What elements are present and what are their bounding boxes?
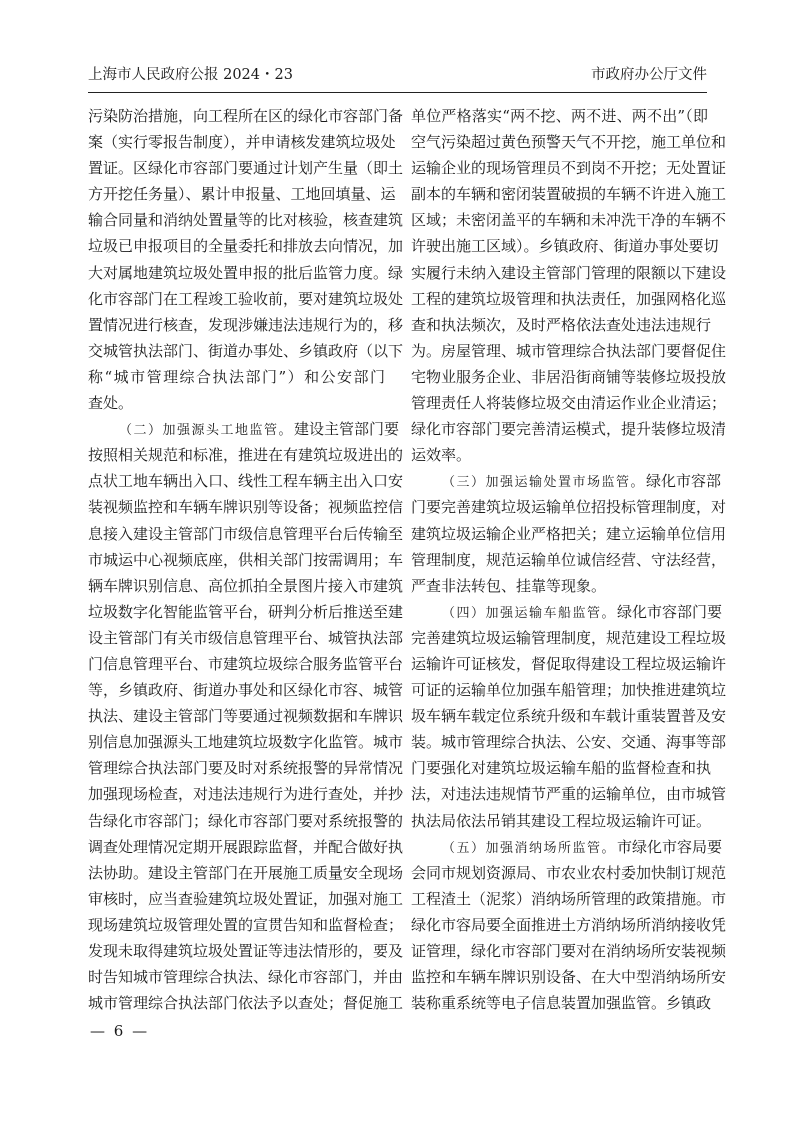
body-text: 市绿化市容局要: [617, 837, 723, 856]
text-line: [88, 468, 404, 494]
text-line: [88, 964, 404, 990]
section-heading: （五）加强消纳场所监管。: [442, 840, 617, 856]
text-line: [411, 938, 727, 964]
right-text-column: [411, 103, 727, 1016]
text-line: [411, 860, 727, 886]
body-text: 建筑垃圾运输企业严格把关；建立运输单位信用: [411, 524, 727, 543]
header-rule: [88, 92, 707, 93]
body-text: 法协助。建设主管部门在开展施工质量安全现场: [88, 863, 404, 882]
body-text: 宅物业服务企业、非居沿街商铺等装修垃圾投放: [411, 367, 727, 386]
text-line: [411, 312, 712, 338]
body-text: 化市容部门在工程竣工验收前，要对建筑垃圾处: [88, 289, 404, 308]
text-line: [411, 547, 727, 573]
text-line: [411, 808, 712, 834]
body-text: 置证。区绿化市容部门要通过计划产生量（即土: [88, 159, 404, 178]
text-line: [411, 338, 727, 364]
section-heading-line: [411, 599, 723, 625]
text-line: [411, 677, 727, 703]
body-text: 运输许可证核发，督促取得建设工程垃圾运输许: [411, 654, 727, 673]
body-text: 垃圾数字化智能监管平台，研判分析后推送至建: [88, 602, 404, 621]
body-text: 副本的车辆和密闭装置破损的车辆不许进入施工: [411, 185, 727, 204]
text-line: [88, 390, 385, 416]
body-text: 按照相关规范和标准，推进在有建筑垃圾进出的: [88, 446, 404, 465]
text-line: [88, 494, 404, 520]
text-line: [411, 521, 727, 547]
body-text: 单位严格落实“两不挖、两不进、两不出”（即: [411, 107, 708, 125]
text-line: [88, 834, 404, 860]
body-text: 法，对违法违规情节严重的运输单位，由市城管: [411, 785, 727, 804]
body-text: 运输企业的现场管理员不到岗不开挖；无处置证: [411, 159, 727, 178]
body-text: 工程的建筑垃圾管理和执法责任，加强网格化巡: [411, 289, 727, 308]
text-line: [88, 625, 404, 651]
section-heading-line: [411, 834, 723, 860]
body-text: 圾车辆车载定位系统升级和车载计重装置普及安: [411, 707, 727, 726]
body-text: 建设主管部门要: [294, 420, 400, 439]
text-line: [88, 233, 404, 259]
text-line: [88, 338, 404, 364]
text-line: [411, 416, 727, 442]
text-line: [88, 729, 404, 755]
text-line: [411, 286, 727, 312]
publication-header: 上海市人民政府公报 2024・23: [88, 67, 293, 83]
body-text: 城市管理综合执法部门依法予以查处；督促施工: [88, 994, 404, 1013]
text-line: [411, 155, 727, 181]
text-line: [88, 521, 404, 547]
text-line: [88, 155, 404, 181]
body-text: 输合同量和消纳处置量等的比对核验，核查建筑: [88, 211, 404, 230]
body-text: 管理综合执法部门要及时对系统报警的异常情况: [88, 759, 404, 778]
body-text: 发现未取得建筑垃圾处置证等违法情形的，要及: [88, 942, 404, 960]
body-text: 息接入建设主管部门市级信息管理平台后传输至: [88, 524, 404, 543]
text-line: [411, 442, 708, 468]
body-text: 绿化市容局要全面推进土方消纳场所消纳接收凭: [411, 915, 727, 934]
text-line: [88, 912, 404, 938]
text-line: [411, 129, 727, 155]
body-text: 门要强化对建筑垃圾运输车船的监督检查和执: [411, 759, 712, 778]
body-text: 绿化市容部门要: [617, 602, 723, 621]
body-text: 管理制度，规范运输单位诚信经营、守法经营，: [411, 550, 727, 569]
text-line: [88, 547, 404, 573]
body-text: 工程渣土（泥浆）消纳场所管理的政策措施。市: [411, 889, 727, 908]
text-line: [411, 912, 727, 938]
text-line: [411, 625, 727, 651]
body-text: 为。房屋管理、城市管理综合执法部门要督促住: [411, 341, 727, 360]
text-line: [88, 703, 404, 729]
text-line: [88, 364, 385, 390]
text-line: [411, 964, 727, 990]
body-text: 案（实行零报告制度），并申请核发建筑垃圾处: [88, 133, 396, 152]
body-text: 执法、建设主管部门等要通过视频数据和车牌识: [88, 707, 404, 726]
body-text: 绿化市容部门要完善清运模式，提升装修垃圾清: [411, 420, 727, 439]
body-text: 绿化市容部: [646, 472, 722, 491]
text-line: [88, 442, 404, 468]
text-line: [88, 599, 404, 625]
body-text: 加强现场检查，对违法违规行为进行查处，并抄: [88, 785, 404, 804]
body-text: 垃圾已申报项目的全量委托和排放去向情况，加: [88, 237, 404, 256]
body-text: 别信息加强源头工地建筑垃圾数字化监管。城市: [88, 733, 404, 752]
body-text: 区域；未密闭盖平的车辆和未冲洗干净的车辆不: [411, 211, 727, 230]
text-line: [411, 207, 727, 233]
body-text: 监控和车辆车牌识别设备、在大中型消纳场所安: [411, 968, 727, 987]
section-heading-line: [411, 468, 722, 494]
body-text: 审核时，应当查验建筑垃圾处置证，加强对施工: [88, 889, 404, 908]
text-line: [88, 103, 404, 129]
body-text: 查处。: [88, 394, 134, 413]
body-text: 现场建筑垃圾管理处置的宣贯告知和监督检查；: [88, 915, 404, 934]
text-line: [88, 990, 404, 1016]
text-line: [411, 781, 727, 807]
body-text: 空气污染超过黄色预警天气不开挖，施工单位和: [411, 133, 727, 152]
text-line: [411, 729, 727, 755]
body-text: 完善建筑垃圾运输管理制度，规范建设工程垃圾: [411, 628, 727, 647]
body-text: 门要完善建筑垃圾运输单位招投标管理制度，对: [411, 498, 727, 517]
text-line: [88, 677, 404, 703]
body-text: 等，乡镇政府、街道办事处和区绿化市容、城管: [88, 681, 404, 700]
body-text: 可证的运输单位加强车船管理；加快推进建筑垃: [411, 681, 727, 700]
text-line: [411, 103, 708, 129]
text-line: [411, 364, 727, 390]
text-line: [411, 573, 708, 599]
text-line: [88, 860, 404, 886]
page-number: — 6 —: [90, 1022, 150, 1040]
text-line: [411, 233, 719, 259]
body-text: 大对属地建筑垃圾处置申报的批后监管力度。绿: [88, 263, 404, 282]
text-line: [411, 755, 712, 781]
body-text: 运效率。: [411, 446, 472, 465]
text-line: [88, 651, 404, 677]
body-text: 方开挖任务量）、累计申报量、工地回填量、运: [88, 185, 396, 204]
text-line: [88, 207, 404, 233]
text-line: [88, 129, 396, 155]
body-text: 装。城市管理综合执法、公安、交通、海事等部: [411, 733, 727, 752]
body-text: 执法局依法吊销其建设工程垃圾运输许可证。: [411, 811, 712, 830]
text-line: [88, 260, 404, 286]
text-line: [88, 781, 404, 807]
section-header: 市政府办公厅文件: [591, 67, 707, 83]
body-text: 装视频监控和车辆车牌识别等设备；视频监控信: [88, 498, 404, 517]
section-heading: （三）加强运输处置市场监管。: [442, 475, 646, 491]
body-text: 点状工地车辆出入口、线性工程车辆主出入口安: [88, 472, 404, 491]
text-line: [411, 990, 712, 1016]
text-line: [88, 755, 404, 781]
body-text: 称“城市管理综合执法部门”）和公安部门: [88, 367, 385, 386]
text-line: [88, 938, 404, 964]
section-heading: （四）加强运输车船监管。: [442, 605, 617, 621]
body-text: 辆车牌识别信息、高位抓拍全景图片接入市建筑: [88, 576, 404, 595]
body-text: 告绿化市容部门；绿化市容部门要对系统报警的: [88, 811, 404, 830]
body-text: 置情况进行核查，发现涉嫌违法违规行为的，移: [88, 315, 404, 334]
text-line: [411, 390, 727, 416]
text-line: [411, 651, 727, 677]
text-line: [88, 808, 404, 834]
body-text: 装称重系统等电子信息装置加强监管。乡镇政: [411, 994, 712, 1013]
body-text: 调查处理情况定期开展跟踪监督，并配合做好执: [88, 837, 404, 856]
section-heading: （二）加强源头工地监管。: [119, 423, 294, 439]
text-line: [88, 286, 404, 312]
text-line: [411, 181, 727, 207]
left-text-column: [88, 103, 404, 1016]
body-text: 管理责任人将装修垃圾交由清运作业企业清运；: [411, 394, 727, 413]
body-text: 交城管执法部门、街道办事处、乡镇政府（以下: [88, 341, 404, 360]
text-line: [88, 573, 404, 599]
body-text: 污染防治措施，向工程所在区的绿化市容部门备: [88, 107, 404, 125]
body-text: 门信息管理平台、市建筑垃圾综合服务监管平台: [88, 654, 404, 673]
body-text: 设主管部门有关市级信息管理平台、城管执法部: [88, 628, 404, 647]
text-line: [411, 260, 727, 286]
body-text: 严查非法转包、挂靠等现象。: [411, 576, 607, 595]
text-line: [411, 886, 727, 912]
body-text: 时告知城市管理综合执法、绿化市容部门，并由: [88, 968, 404, 987]
body-text: 市城运中心视频底座，供相关部门按需调用；车: [88, 550, 404, 569]
body-text: 证管理，绿化市容部门要对在消纳场所安装视频: [411, 942, 727, 960]
text-line: [88, 312, 404, 338]
text-line: [411, 494, 727, 520]
body-text: 许驶出施工区域）。乡镇政府、街道办事处要切: [411, 237, 719, 256]
body-text: 会同市规划资源局、市农业农村委加快制订规范: [411, 863, 727, 882]
body-text: 查和执法频次，及时严格依法查处违法违规行: [411, 315, 712, 334]
text-line: [411, 703, 727, 729]
section-heading-line: [88, 416, 400, 442]
text-line: [88, 181, 396, 207]
text-line: [88, 886, 404, 912]
body-text: 实履行未纳入建设主管部门管理的限额以下建设: [411, 263, 727, 282]
